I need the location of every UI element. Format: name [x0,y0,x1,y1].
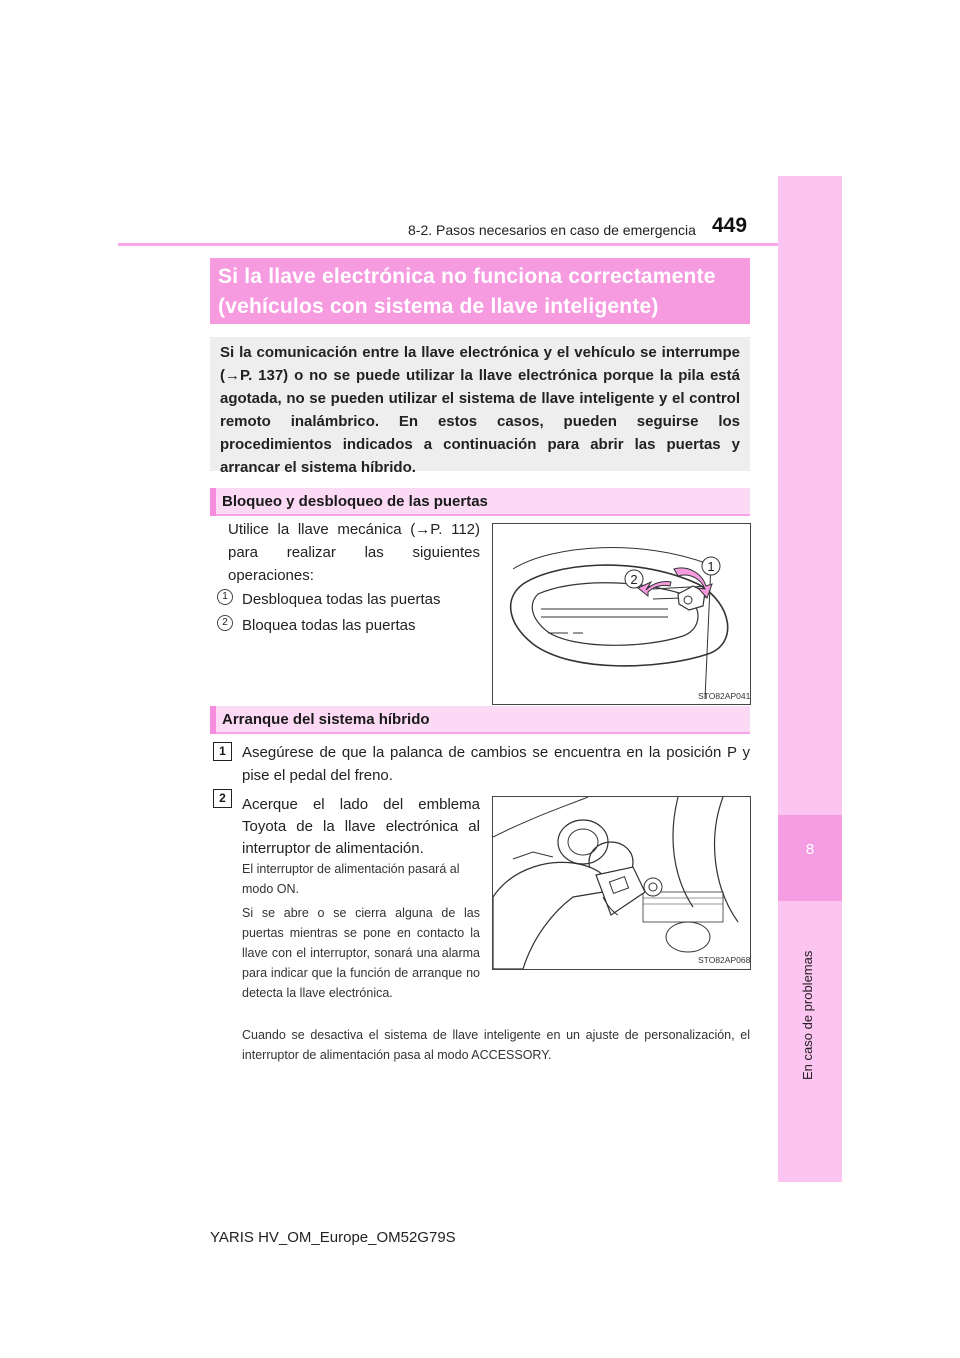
callout-1: 1 [707,559,715,574]
item-number-1: 1 [217,589,233,605]
main-heading [210,258,750,324]
lock-intro-text: Utilice la llave mecánica (→P. 112) para realizar las siguientes operaciones: [228,521,480,584]
door-handle-illustration [493,524,750,704]
power-switch-figure [492,796,751,970]
subheading-hybrid-start-label: Arranque del sistema híbrido [222,711,430,728]
subheading-accent [210,488,216,516]
main-heading-line1: Si la llave electrónica no funciona correctamente [218,265,716,288]
page-number: 449 [712,214,748,237]
step-text-2: Acerque el lado del emblema Toyota de la llave electrónica al interruptor de alimentación. [242,796,480,857]
note-on-mode: El interruptor de alimentación pasará al modo ON. [242,862,460,896]
intro-box: Si la comunicación entre la llave electrónica y el vehículo se interrumpe (→P. 137) o no se puede utilizar la llave electrónica porque la pila está agotada, no se pueden utilizar el sistema de llave inteligente y el control remoto inalámbrico. En estos casos, pueden seguirse los procedimientos indicados a continuación para abrir las puertas y arrancar el sistema híbrido. [210,337,750,471]
power-switch-illustration [493,797,750,969]
callout-2: 2 [630,572,638,587]
footer-document-id: YARIS HV_OM_Europe_OM52G79S [210,1229,456,1246]
subheading-lock-unlock-label: Bloqueo y desbloqueo de las puertas [222,493,488,510]
main-heading-line2: (vehículos con sistema de llave inteligente) [218,295,659,318]
subheading-accent [210,706,216,734]
note-alarm: Si se abre o se cierra alguna de las puertas mientras se pone en contacto la llave con el interruptor, sonará una alarma para indicar que la función de arranque no detecta la llave electrónica. [242,906,480,1000]
door-handle-figure [492,523,751,705]
item-text-2: Bloquea todas las puertas [242,617,416,634]
step-text-1: Asegúrese de que la palanca de cambios se encuentra en la posición P y pise el pedal del freno. [242,744,750,784]
step-number-2: 2 [213,789,232,808]
figure-code-2: STO82AP068 [698,955,751,965]
note-accessory: Cuando se desactiva el sistema de llave inteligente en un ajuste de personalización, el interruptor de alimentación pasa al modo ACCESSORY. [242,1028,750,1062]
side-tab-chapter-number: 8 [805,841,815,858]
subheading-lock-unlock [210,488,750,516]
step-number-1: 1 [213,742,232,761]
item-text-1: Desbloquea todas las puertas [242,591,441,608]
header-section-title: 8-2. Pasos necesarios en caso de emergencia [408,222,696,238]
header-rule [118,243,778,246]
subheading-hybrid-start [210,706,750,734]
item-number-2: 2 [217,615,233,631]
side-tab-chapter-box [778,815,842,901]
figure-code-1: STO82AP041 [698,691,751,701]
side-tab-chapter-title [800,1020,820,1080]
